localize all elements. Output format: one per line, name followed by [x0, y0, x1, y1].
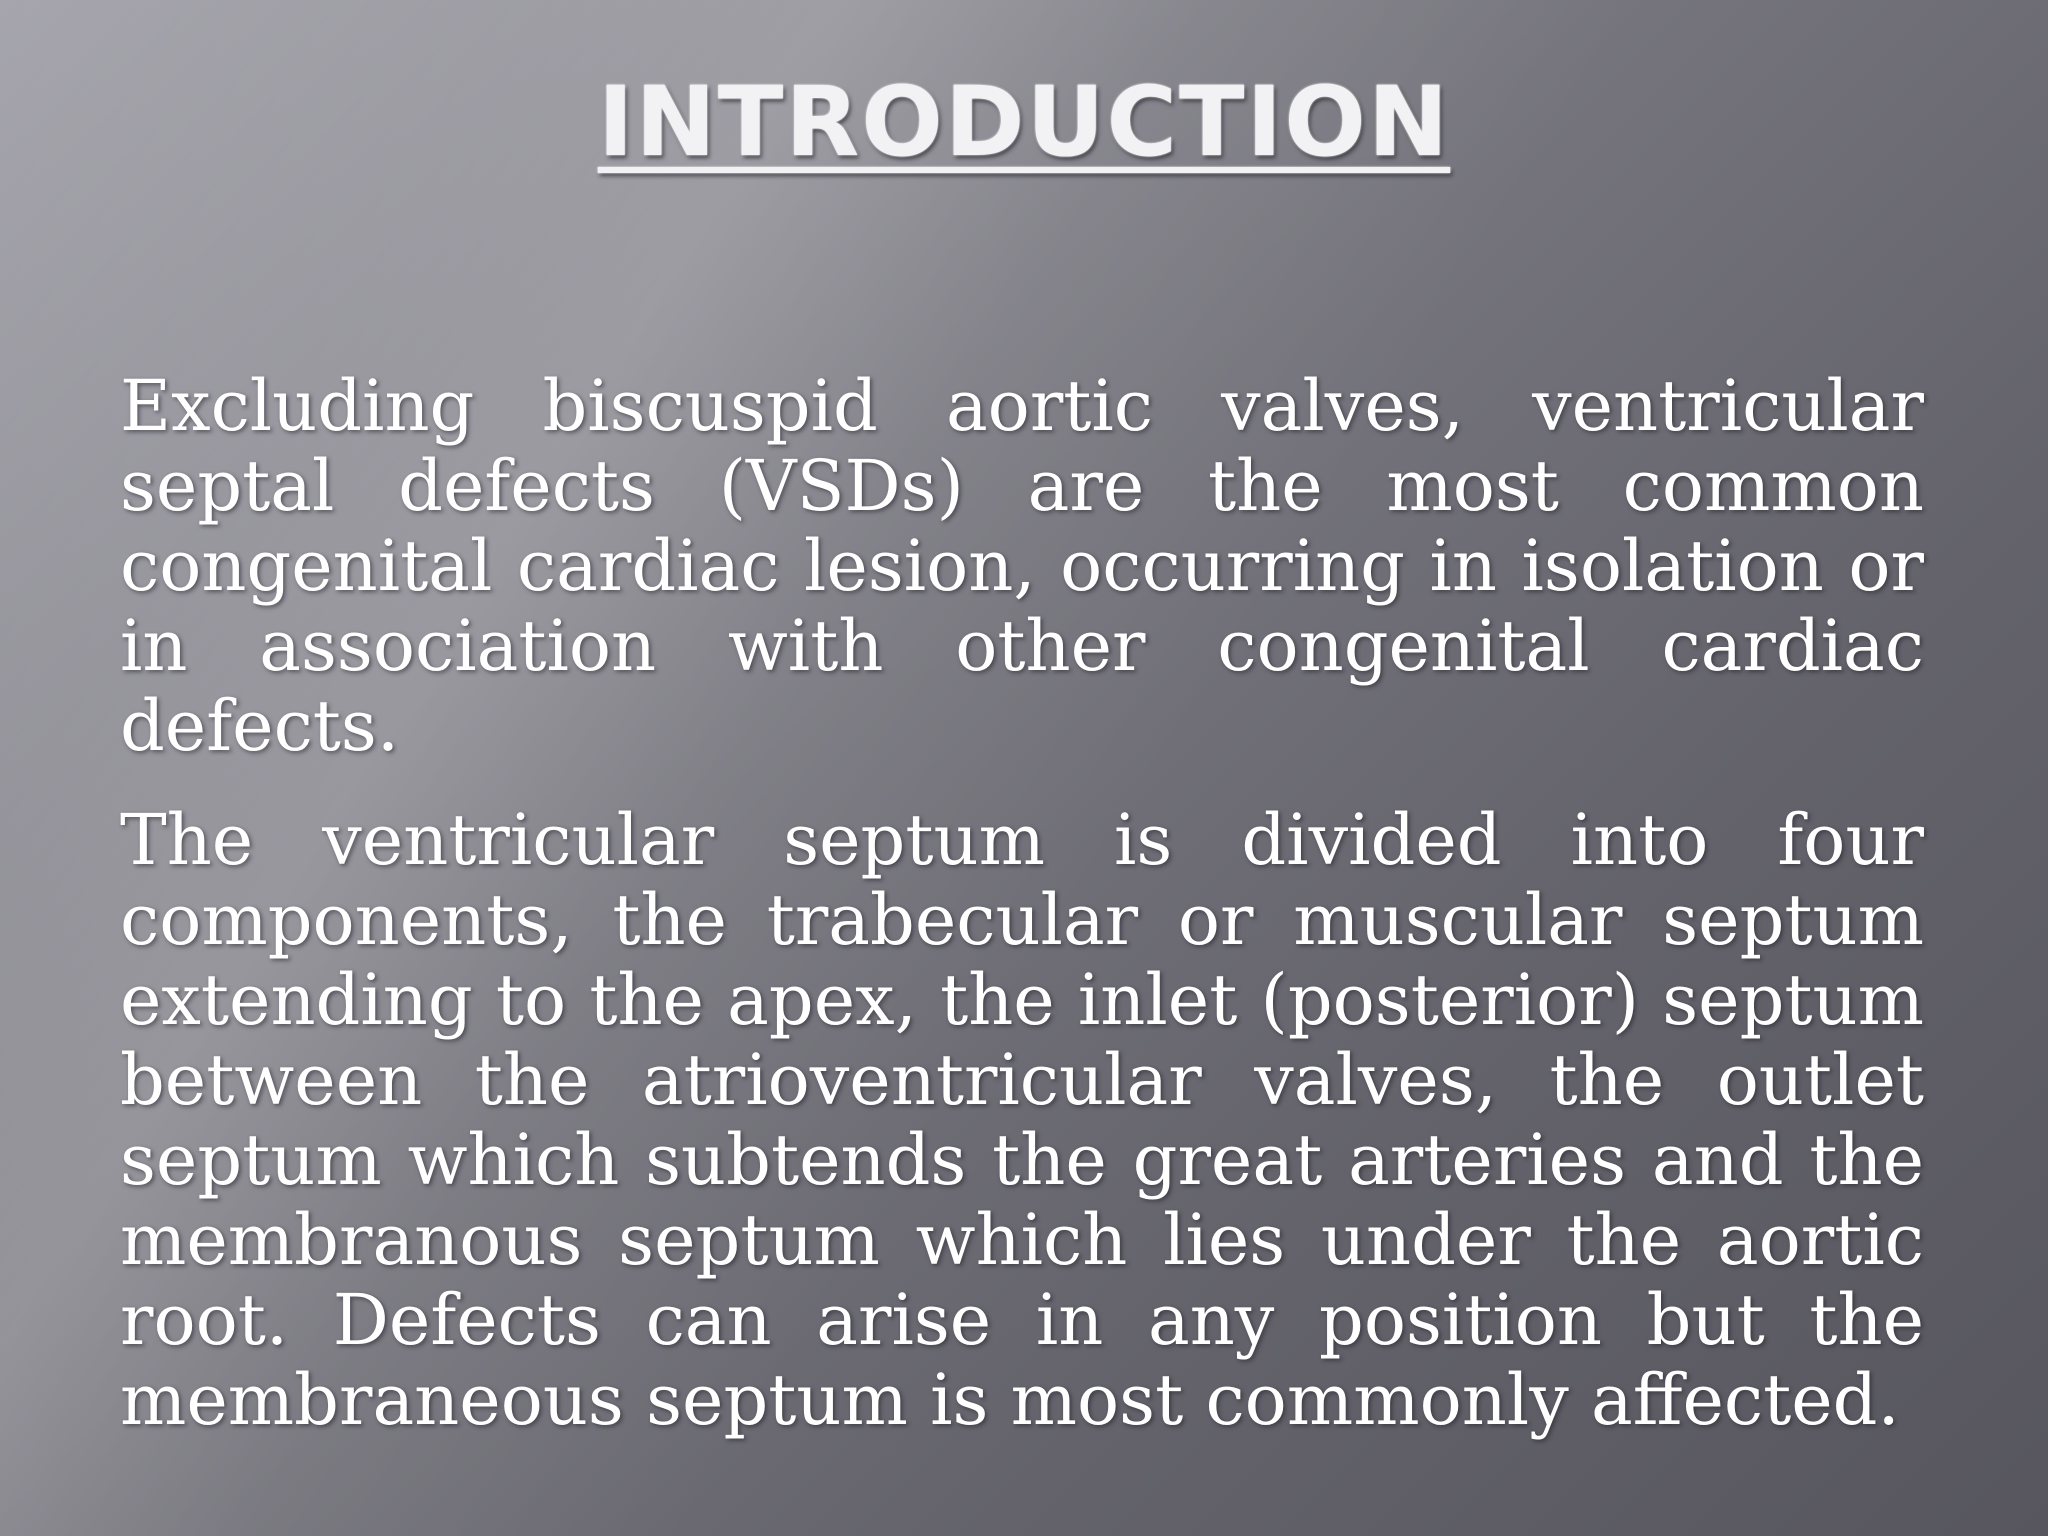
slide-title: INTRODUCTION	[597, 66, 1451, 178]
paragraph-2: The ventricular septum is divided into four components, the trabecular or muscular septum extending to the apex, the inlet (posterior) septum between the atrioventricular valves, the outlet septum which subtends the great arteries and the membranous septum which lies under the aortic root. Defects can arise in any position but the membraneous septum is most commonly affected.	[120, 799, 1924, 1441]
paragraph-1: Excluding biscuspid aortic valves, ventricular septal defects (VSDs) are the most common congenital cardiac lesion, occurring in isolation or in association with other congenital cardiac defects.	[120, 365, 1924, 767]
